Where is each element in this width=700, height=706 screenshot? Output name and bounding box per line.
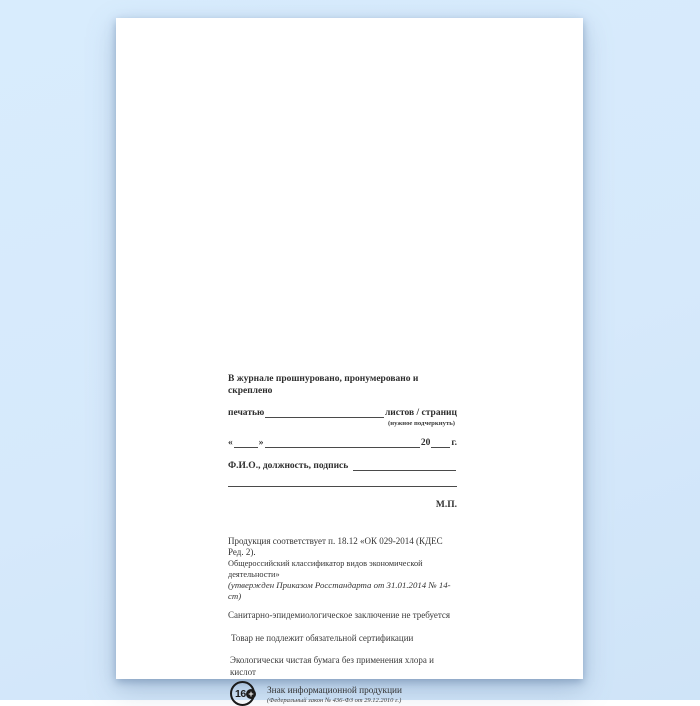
open-quote: « <box>228 438 233 448</box>
signature-blank <box>353 460 456 471</box>
age-mark-caption <box>267 681 402 705</box>
day-blank <box>234 437 258 448</box>
compliance-line3: (утвержден Приказом Росстандарта от 31.01.2014 № 14-ст) <box>228 580 451 601</box>
age-16-plus-icon <box>230 681 255 706</box>
compliance-paragraph <box>228 536 457 602</box>
age-mark-law: (Федеральный закон № 436-ФЗ от 29.12.2010 г.) <box>267 697 402 704</box>
compliance-line1: Продукция соответствует п. 18.12 «ОК 029-2014 (КДЕС Ред. 2). <box>228 536 443 557</box>
back-cover-content <box>228 373 457 706</box>
binding-statement: В журнале прошнуровано, пронумеровано и скреплено <box>228 374 419 396</box>
age-plus-icon: + <box>246 689 256 699</box>
year-blank <box>431 437 450 448</box>
month-blank <box>265 437 420 448</box>
certification-statement: Товар не подлежит обязательной сертификации <box>231 633 414 643</box>
year-suffix: г. <box>451 438 457 448</box>
seal-sheets-row <box>228 407 457 419</box>
document-page <box>116 18 583 704</box>
age-number: 16 <box>235 687 246 700</box>
close-quote: » <box>258 438 264 448</box>
seal-place-abbr: М.П. <box>435 500 457 510</box>
sheets-count-blank <box>265 407 384 418</box>
age-mark-title: Знак информационной продукции <box>267 686 402 696</box>
seal-label: печатью <box>228 408 265 418</box>
date-row <box>228 437 457 449</box>
ecology-statement: Экологически чистая бумага без применения хлора и кислот <box>230 655 434 677</box>
sanitary-statement: Санитарно-эпидемиологическое заключение не требуется <box>228 610 451 620</box>
sheets-label: листов / страниц <box>384 408 457 418</box>
compliance-line2: Общероссийский классификатор видов экономической деятельности» <box>228 559 423 579</box>
name-signature-row <box>228 460 457 472</box>
year-prefix: 20 <box>420 438 431 448</box>
underline-note: (нужное подчеркнуть) <box>388 420 455 427</box>
age-mark-row <box>228 681 457 706</box>
signature-line <box>228 472 457 487</box>
name-label: Ф.И.О., должность, подпись <box>228 461 349 471</box>
